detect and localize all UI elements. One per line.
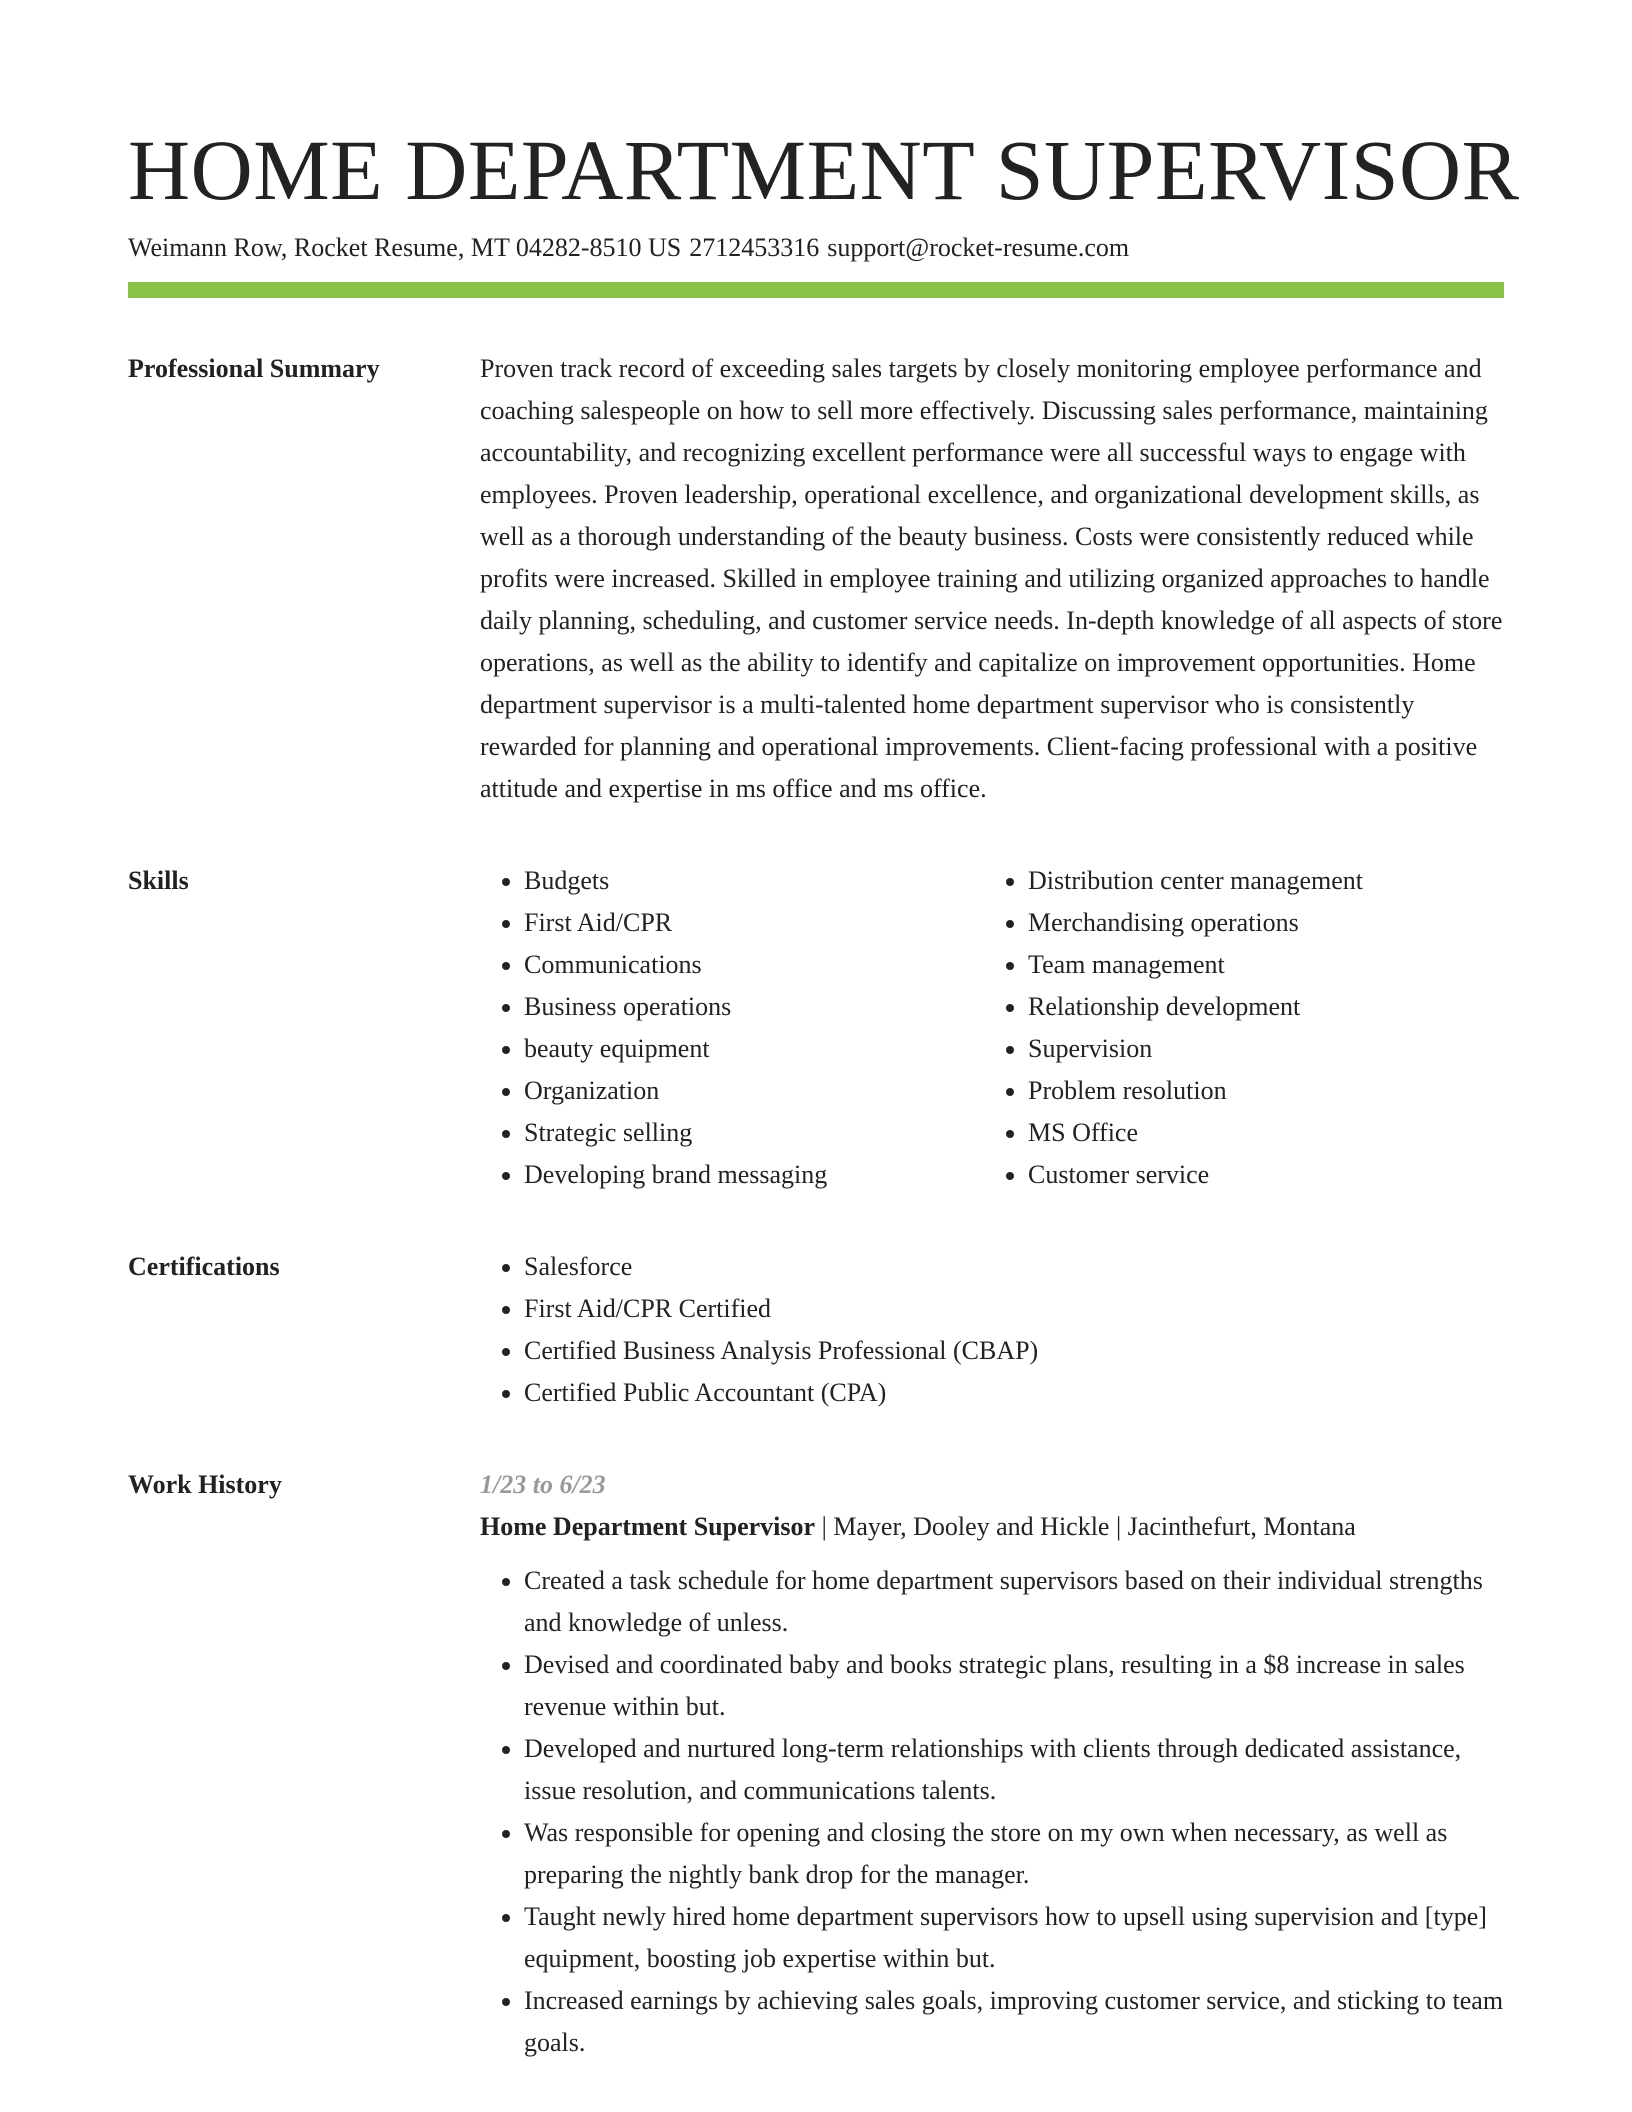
resume-page xyxy=(128,120,1520,2064)
job-bullet: • Was responsible for opening and closing the store on my own when necessary, as well as preparing the nightly bank drop for the manager. xyxy=(524,1812,1504,1896)
job-bullets xyxy=(480,1560,1504,2064)
job-dates: 1/23 to 6/23 xyxy=(480,1470,606,1499)
summary-section xyxy=(128,348,1504,810)
job-bullet: • Developed and nurtured long-term relationships with clients through dedicated assistance, issue resolution, and communications talents. xyxy=(524,1728,1504,1812)
contact-phone: 2712453316 xyxy=(689,233,820,262)
certifications-section xyxy=(128,1246,1504,1414)
skill-item: • Supervision xyxy=(1028,1028,1488,1070)
job-details: | Mayer, Dooley and Hickle | Jacinthefurt, Montana xyxy=(815,1512,1356,1541)
skill-item: • Relationship development xyxy=(1028,986,1488,1028)
certifications-list xyxy=(480,1246,1504,1414)
job-bullet: • Increased earnings by achieving sales goals, improving customer service, and sticking to team goals. xyxy=(524,1980,1504,2064)
skill-item: • beauty equipment xyxy=(524,1028,984,1070)
skill-item: • Developing brand messaging xyxy=(524,1154,984,1196)
contact-email: support@rocket-resume.com xyxy=(827,233,1130,262)
skill-item: • Team management xyxy=(1028,944,1488,986)
skill-item: • Communications xyxy=(524,944,984,986)
summary-heading: Professional Summary xyxy=(128,354,380,383)
header-divider xyxy=(128,282,1504,298)
skill-item: • Budgets xyxy=(524,860,984,902)
skill-item: • Distribution center management xyxy=(1028,860,1488,902)
contact-line xyxy=(128,230,1504,266)
skill-item: • Problem resolution xyxy=(1028,1070,1488,1112)
certification-item: • Salesforce xyxy=(524,1246,1504,1288)
resume-name: HOME DEPARTMENT SUPERVISOR xyxy=(128,122,1520,218)
contact-address: Weimann Row, Rocket Resume, MT 04282-8510 US xyxy=(128,233,682,262)
work-history-section xyxy=(128,1464,1504,2064)
skills-list-right xyxy=(984,860,1488,1196)
skills-list-left xyxy=(480,860,984,1196)
certifications-heading: Certifications xyxy=(128,1252,280,1281)
certification-item: • Certified Business Analysis Professional (CBAP) xyxy=(524,1330,1504,1372)
skill-item: • Merchandising operations xyxy=(1028,902,1488,944)
summary-text: Proven track record of exceeding sales targets by closely monitoring employee performance and coaching salespeople on how to sell more effectively. Discussing sales performance, maintaining accountability, and recognizing excellent performance were all successful ways to engage with employees. Proven leadership, operational excellence, and organizational development skills, as well as a thorough understanding of the beauty business. Costs were consistently reduced while profits were increased. Skilled in employee training and utilizing organized approaches to handle daily planning, scheduling, and customer service needs. In-depth knowledge of all aspects of store operations, as well as the ability to identify and capitalize on improvement opportunities. Home department supervisor is a multi-talented home department supervisor who is consistently rewarded for planning and operational improvements. Client-facing professional with a positive attitude and expertise in ms office and ms office. xyxy=(480,354,1503,803)
skill-item: • Organization xyxy=(524,1070,984,1112)
skill-item: • Business operations xyxy=(524,986,984,1028)
work-history-heading: Work History xyxy=(128,1470,282,1499)
job-header xyxy=(480,1506,1504,1548)
skill-item: • MS Office xyxy=(1028,1112,1488,1154)
job-bullet: • Devised and coordinated baby and books strategic plans, resulting in a $8 increase in sales revenue within but. xyxy=(524,1644,1504,1728)
job-title: Home Department Supervisor xyxy=(480,1512,816,1541)
job-bullet: • Taught newly hired home department supervisors how to upsell using supervision and [type] equipment, boosting job expertise within but. xyxy=(524,1896,1504,1980)
skill-item: • Customer service xyxy=(1028,1154,1488,1196)
skills-heading: Skills xyxy=(128,866,189,895)
job-bullet: • Created a task schedule for home department supervisors based on their individual strengths and knowledge of unless. xyxy=(524,1560,1504,1644)
skills-section xyxy=(128,860,1504,1196)
skill-item: • Strategic selling xyxy=(524,1112,984,1154)
certification-item: • First Aid/CPR Certified xyxy=(524,1288,1504,1330)
certification-item: • Certified Public Accountant (CPA) xyxy=(524,1372,1504,1414)
skill-item: • First Aid/CPR xyxy=(524,902,984,944)
